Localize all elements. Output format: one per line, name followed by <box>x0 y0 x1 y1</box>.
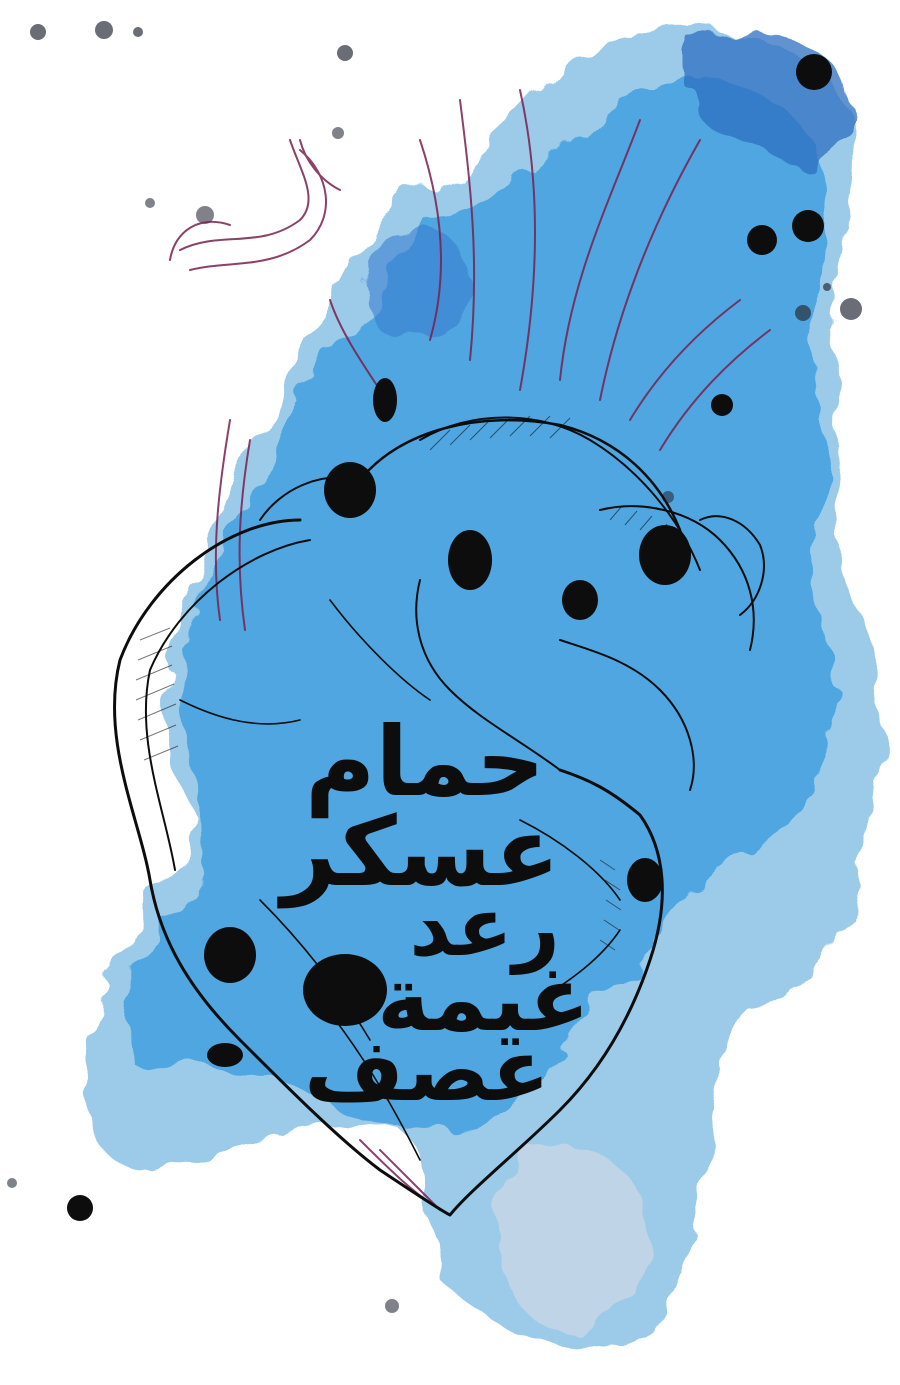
word-2: عسكر <box>281 796 560 908</box>
blot <box>303 954 387 1026</box>
spatter <box>30 24 46 40</box>
word-5: عصف <box>304 1021 550 1121</box>
spatter <box>792 210 824 242</box>
spatter <box>711 394 733 416</box>
blot <box>627 858 663 902</box>
spatter <box>840 298 862 320</box>
blot <box>639 525 691 585</box>
blot <box>562 580 598 620</box>
spatter <box>7 1178 17 1188</box>
blot <box>373 378 397 422</box>
spatter <box>747 225 777 255</box>
word-4: غيمة <box>376 947 590 1052</box>
spatter <box>337 45 353 61</box>
spatter <box>145 198 155 208</box>
blot <box>204 927 256 983</box>
spatter <box>823 283 831 291</box>
spatter <box>95 21 113 39</box>
spatter <box>332 127 344 139</box>
wash-dark-2 <box>363 230 472 342</box>
word-3: رعد <box>409 880 560 975</box>
word-1: حمام <box>305 706 545 818</box>
spatter <box>67 1195 93 1221</box>
blot <box>207 1043 243 1067</box>
spatter <box>795 305 811 321</box>
spatter <box>796 54 832 90</box>
blot <box>448 530 492 590</box>
spatter <box>133 27 143 37</box>
spatter <box>385 1299 399 1313</box>
blot <box>324 462 376 518</box>
